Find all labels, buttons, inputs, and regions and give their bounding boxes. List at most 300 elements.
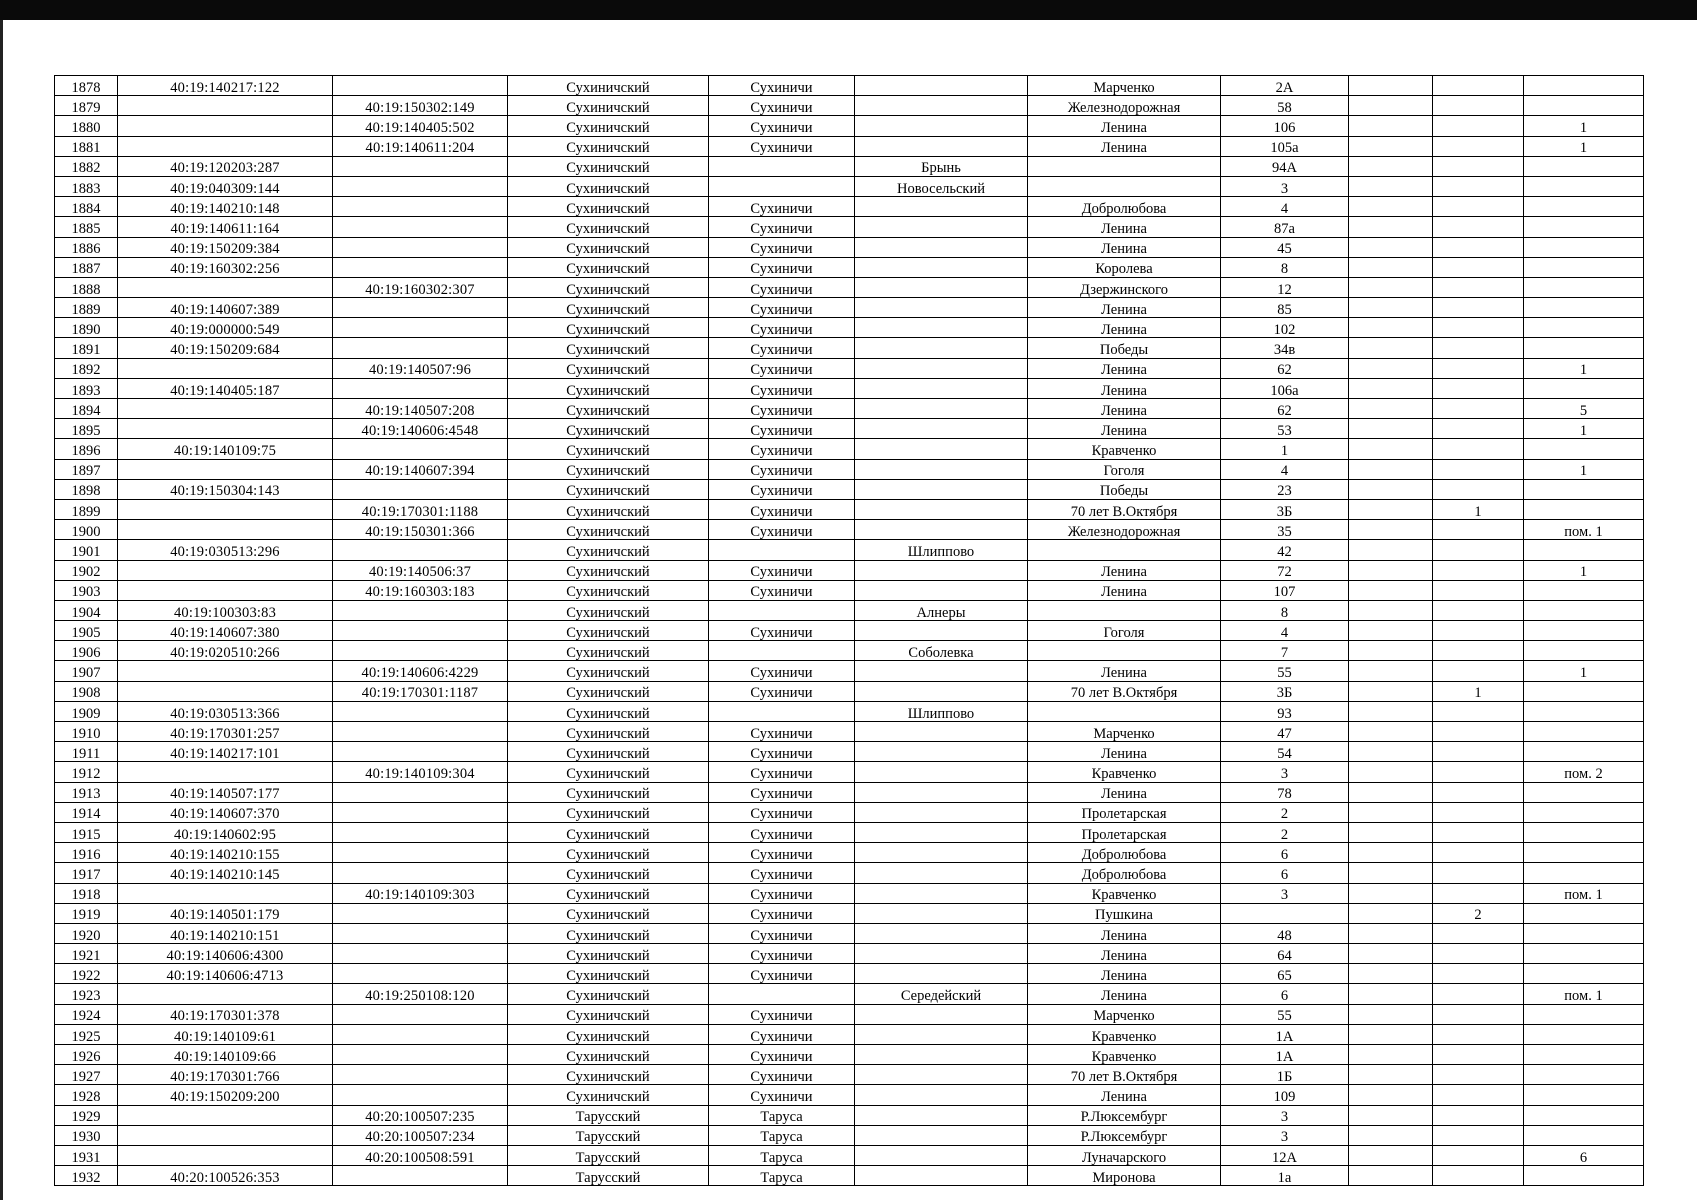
building-cadastral-number-cell (333, 156, 508, 176)
city-cell: Сухиничи (709, 257, 855, 277)
block-cell (1349, 338, 1433, 358)
building-cell (1433, 116, 1524, 136)
row-number-cell: 1925 (55, 1024, 118, 1044)
table-row (55, 197, 1644, 217)
row-number-cell: 1885 (55, 217, 118, 237)
settlement-cell (855, 843, 1028, 863)
city-cell: Сухиничи (709, 520, 855, 540)
house-cell: 2А (1221, 76, 1349, 96)
house-cell: 62 (1221, 358, 1349, 378)
land-cadastral-number-cell (118, 1145, 333, 1165)
street-cell (1028, 176, 1221, 196)
city-cell: Сухиничи (709, 1065, 855, 1085)
building-cadastral-number-cell (333, 722, 508, 742)
row-number-cell: 1899 (55, 499, 118, 519)
building-cell: 1 (1433, 681, 1524, 701)
street-cell: Ленина (1028, 136, 1221, 156)
district-cell: Сухиничский (508, 76, 709, 96)
table-row (55, 883, 1644, 903)
settlement-cell (855, 479, 1028, 499)
city-cell: Сухиничи (709, 439, 855, 459)
premises-cell (1524, 641, 1644, 661)
settlement-cell (855, 964, 1028, 984)
house-cell: 4 (1221, 459, 1349, 479)
street-cell: Кравченко (1028, 1024, 1221, 1044)
row-number-cell: 1919 (55, 903, 118, 923)
settlement-cell (855, 580, 1028, 600)
district-cell: Сухиничский (508, 560, 709, 580)
house-cell: 3 (1221, 1125, 1349, 1145)
table-row (55, 722, 1644, 742)
building-cell (1433, 479, 1524, 499)
settlement-cell: Алнеры (855, 600, 1028, 620)
land-cadastral-number-cell (118, 499, 333, 519)
district-cell: Сухиничский (508, 520, 709, 540)
block-cell (1349, 358, 1433, 378)
land-cadastral-number-cell: 40:19:140607:380 (118, 621, 333, 641)
house-cell: 102 (1221, 318, 1349, 338)
building-cell (1433, 722, 1524, 742)
settlement-cell (855, 1166, 1028, 1186)
land-cadastral-number-cell (118, 136, 333, 156)
house-cell (1221, 903, 1349, 923)
block-cell (1349, 661, 1433, 681)
city-cell: Сухиничи (709, 338, 855, 358)
building-cell (1433, 621, 1524, 641)
building-cell (1433, 378, 1524, 398)
building-cell (1433, 822, 1524, 842)
street-cell: Марченко (1028, 1004, 1221, 1024)
row-number-cell: 1929 (55, 1105, 118, 1125)
scan-top-border (0, 0, 1697, 20)
building-cadastral-number-cell: 40:19:170301:1188 (333, 499, 508, 519)
land-cadastral-number-cell (118, 96, 333, 116)
street-cell: Ленина (1028, 1085, 1221, 1105)
table-row (55, 358, 1644, 378)
land-cadastral-number-cell (118, 560, 333, 580)
district-cell: Сухиничский (508, 1004, 709, 1024)
premises-cell (1524, 197, 1644, 217)
settlement-cell (855, 802, 1028, 822)
table-row (55, 560, 1644, 580)
city-cell: Сухиничи (709, 722, 855, 742)
street-cell: Миронова (1028, 1166, 1221, 1186)
house-cell: 85 (1221, 298, 1349, 318)
table-row (55, 318, 1644, 338)
land-cadastral-number-cell (118, 984, 333, 1004)
building-cell (1433, 964, 1524, 984)
building-cadastral-number-cell (333, 318, 508, 338)
premises-cell (1524, 1166, 1644, 1186)
street-cell: Ленина (1028, 116, 1221, 136)
land-cadastral-number-cell: 40:19:150209:684 (118, 338, 333, 358)
table-row (55, 217, 1644, 237)
land-cadastral-number-cell (118, 277, 333, 297)
block-cell (1349, 722, 1433, 742)
district-cell: Сухиничский (508, 964, 709, 984)
street-cell: Кравченко (1028, 883, 1221, 903)
city-cell: Сухиничи (709, 661, 855, 681)
building-cadastral-number-cell (333, 944, 508, 964)
table-row (55, 479, 1644, 499)
settlement-cell: Середейский (855, 984, 1028, 1004)
city-cell (709, 540, 855, 560)
row-number-cell: 1879 (55, 96, 118, 116)
street-cell: Пролетарская (1028, 822, 1221, 842)
block-cell (1349, 520, 1433, 540)
table-row (55, 863, 1644, 883)
row-number-cell: 1881 (55, 136, 118, 156)
settlement-cell (855, 621, 1028, 641)
table-row (55, 600, 1644, 620)
premises-cell (1524, 1085, 1644, 1105)
building-cadastral-number-cell (333, 257, 508, 277)
land-cadastral-number-cell: 40:19:170301:378 (118, 1004, 333, 1024)
row-number-cell: 1920 (55, 923, 118, 943)
settlement-cell (855, 399, 1028, 419)
street-cell: Гоголя (1028, 459, 1221, 479)
premises-cell (1524, 540, 1644, 560)
city-cell: Сухиничи (709, 742, 855, 762)
city-cell (709, 641, 855, 661)
city-cell (709, 176, 855, 196)
block-cell (1349, 439, 1433, 459)
building-cell (1433, 1045, 1524, 1065)
table-row (55, 1024, 1644, 1044)
house-cell: 35 (1221, 520, 1349, 540)
building-cell (1433, 984, 1524, 1004)
settlement-cell (855, 1045, 1028, 1065)
row-number-cell: 1883 (55, 176, 118, 196)
building-cell (1433, 560, 1524, 580)
building-cell (1433, 277, 1524, 297)
land-cadastral-number-cell (118, 681, 333, 701)
house-cell: 106а (1221, 378, 1349, 398)
row-number-cell: 1900 (55, 520, 118, 540)
building-cell (1433, 742, 1524, 762)
block-cell (1349, 197, 1433, 217)
row-number-cell: 1897 (55, 459, 118, 479)
block-cell (1349, 499, 1433, 519)
settlement-cell (855, 903, 1028, 923)
row-number-cell: 1907 (55, 661, 118, 681)
table-row (55, 944, 1644, 964)
table-row (55, 964, 1644, 984)
house-cell: 1 (1221, 439, 1349, 459)
block-cell (1349, 1145, 1433, 1165)
row-number-cell: 1898 (55, 479, 118, 499)
building-cell (1433, 237, 1524, 257)
settlement-cell (855, 1024, 1028, 1044)
city-cell: Сухиничи (709, 76, 855, 96)
table-row (55, 399, 1644, 419)
land-cadastral-number-cell (118, 1125, 333, 1145)
building-cell (1433, 944, 1524, 964)
table-row (55, 1105, 1644, 1125)
house-cell: 54 (1221, 742, 1349, 762)
district-cell: Сухиничский (508, 580, 709, 600)
building-cadastral-number-cell (333, 923, 508, 943)
district-cell: Сухиничский (508, 903, 709, 923)
city-cell (709, 984, 855, 1004)
district-cell: Сухиничский (508, 358, 709, 378)
premises-cell (1524, 600, 1644, 620)
settlement-cell (855, 742, 1028, 762)
city-cell: Сухиничи (709, 944, 855, 964)
district-cell: Сухиничский (508, 540, 709, 560)
land-cadastral-number-cell: 40:19:140602:95 (118, 822, 333, 842)
row-number-cell: 1890 (55, 318, 118, 338)
table-row (55, 96, 1644, 116)
street-cell: 70 лет В.Октября (1028, 681, 1221, 701)
row-number-cell: 1914 (55, 802, 118, 822)
city-cell (709, 701, 855, 721)
street-cell: Кравченко (1028, 1045, 1221, 1065)
row-number-cell: 1896 (55, 439, 118, 459)
street-cell: Ленина (1028, 560, 1221, 580)
table-row (55, 843, 1644, 863)
table-row (55, 762, 1644, 782)
city-cell: Сухиничи (709, 459, 855, 479)
building-cell (1433, 540, 1524, 560)
city-cell: Сухиничи (709, 96, 855, 116)
premises-cell (1524, 964, 1644, 984)
building-cell (1433, 843, 1524, 863)
city-cell: Сухиничи (709, 1085, 855, 1105)
premises-cell (1524, 802, 1644, 822)
building-cadastral-number-cell: 40:19:140506:37 (333, 560, 508, 580)
building-cadastral-number-cell: 40:19:140109:303 (333, 883, 508, 903)
land-cadastral-number-cell: 40:20:100526:353 (118, 1166, 333, 1186)
block-cell (1349, 399, 1433, 419)
scan-left-edge (0, 20, 3, 1200)
land-cadastral-number-cell: 40:19:150304:143 (118, 479, 333, 499)
building-cell (1433, 338, 1524, 358)
block-cell (1349, 560, 1433, 580)
street-cell: Ленина (1028, 944, 1221, 964)
building-cadastral-number-cell (333, 338, 508, 358)
land-cadastral-number-cell: 40:19:140606:4713 (118, 964, 333, 984)
city-cell: Сухиничи (709, 863, 855, 883)
settlement-cell (855, 96, 1028, 116)
land-cadastral-number-cell: 40:19:140611:164 (118, 217, 333, 237)
building-cadastral-number-cell (333, 237, 508, 257)
building-cadastral-number-cell (333, 1166, 508, 1186)
street-cell: Р.Люксембург (1028, 1105, 1221, 1125)
building-cadastral-number-cell (333, 621, 508, 641)
block-cell (1349, 116, 1433, 136)
district-cell: Сухиничский (508, 419, 709, 439)
land-cadastral-number-cell: 40:19:140501:179 (118, 903, 333, 923)
building-cell (1433, 136, 1524, 156)
building-cell (1433, 298, 1524, 318)
table-row (55, 742, 1644, 762)
city-cell: Сухиничи (709, 217, 855, 237)
city-cell: Сухиничи (709, 964, 855, 984)
table-row (55, 76, 1644, 96)
house-cell: 1А (1221, 1045, 1349, 1065)
row-number-cell: 1884 (55, 197, 118, 217)
block-cell (1349, 1166, 1433, 1186)
settlement-cell (855, 1125, 1028, 1145)
street-cell: Пушкина (1028, 903, 1221, 923)
premises-cell: 1 (1524, 419, 1644, 439)
street-cell: Победы (1028, 479, 1221, 499)
premises-cell: 1 (1524, 661, 1644, 681)
street-cell: Победы (1028, 338, 1221, 358)
city-cell: Сухиничи (709, 1024, 855, 1044)
street-cell: Р.Люксембург (1028, 1125, 1221, 1145)
district-cell: Сухиничский (508, 762, 709, 782)
row-number-cell: 1910 (55, 722, 118, 742)
city-cell: Сухиничи (709, 499, 855, 519)
table-row (55, 419, 1644, 439)
block-cell (1349, 843, 1433, 863)
building-cadastral-number-cell: 40:19:140507:96 (333, 358, 508, 378)
land-cadastral-number-cell: 40:19:030513:366 (118, 701, 333, 721)
building-cadastral-number-cell: 40:20:100507:235 (333, 1105, 508, 1125)
row-number-cell: 1912 (55, 762, 118, 782)
premises-cell (1524, 580, 1644, 600)
building-cell (1433, 1105, 1524, 1125)
table-row (55, 338, 1644, 358)
settlement-cell (855, 661, 1028, 681)
house-cell: 8 (1221, 600, 1349, 620)
settlement-cell (855, 318, 1028, 338)
premises-cell (1524, 822, 1644, 842)
district-cell: Сухиничский (508, 822, 709, 842)
settlement-cell: Шлиппово (855, 540, 1028, 560)
table-row (55, 782, 1644, 802)
building-cadastral-number-cell (333, 1065, 508, 1085)
building-cadastral-number-cell: 40:19:160302:307 (333, 277, 508, 297)
row-number-cell: 1892 (55, 358, 118, 378)
street-cell: Луначарского (1028, 1145, 1221, 1165)
table-row (55, 580, 1644, 600)
house-cell: 4 (1221, 197, 1349, 217)
premises-cell (1524, 378, 1644, 398)
house-cell: 93 (1221, 701, 1349, 721)
house-cell: 1а (1221, 1166, 1349, 1186)
settlement-cell (855, 923, 1028, 943)
district-cell: Сухиничский (508, 217, 709, 237)
building-cell (1433, 1145, 1524, 1165)
district-cell: Сухиничский (508, 197, 709, 217)
house-cell: 3 (1221, 762, 1349, 782)
land-cadastral-number-cell: 40:19:140210:148 (118, 197, 333, 217)
row-number-cell: 1894 (55, 399, 118, 419)
block-cell (1349, 923, 1433, 943)
row-number-cell: 1895 (55, 419, 118, 439)
building-cell: 2 (1433, 903, 1524, 923)
table-row (55, 540, 1644, 560)
settlement-cell (855, 822, 1028, 842)
house-cell: 3Б (1221, 499, 1349, 519)
row-number-cell: 1889 (55, 298, 118, 318)
row-number-cell: 1917 (55, 863, 118, 883)
district-cell: Сухиничский (508, 984, 709, 1004)
house-cell: 7 (1221, 641, 1349, 661)
street-cell (1028, 600, 1221, 620)
block-cell (1349, 176, 1433, 196)
settlement-cell (855, 1004, 1028, 1024)
land-cadastral-number-cell: 40:19:140109:61 (118, 1024, 333, 1044)
row-number-cell: 1915 (55, 822, 118, 842)
settlement-cell (855, 419, 1028, 439)
row-number-cell: 1911 (55, 742, 118, 762)
building-cell (1433, 318, 1524, 338)
city-cell: Сухиничи (709, 419, 855, 439)
land-cadastral-number-cell: 40:19:140210:151 (118, 923, 333, 943)
settlement-cell (855, 237, 1028, 257)
street-cell (1028, 701, 1221, 721)
table-row (55, 116, 1644, 136)
house-cell: 2 (1221, 802, 1349, 822)
house-cell: 6 (1221, 843, 1349, 863)
settlement-cell (855, 197, 1028, 217)
city-cell: Сухиничи (709, 1045, 855, 1065)
street-cell: Гоголя (1028, 621, 1221, 641)
district-cell: Сухиничский (508, 802, 709, 822)
premises-cell (1524, 1065, 1644, 1085)
building-cadastral-number-cell: 40:19:140606:4229 (333, 661, 508, 681)
building-cadastral-number-cell (333, 1024, 508, 1044)
city-cell: Сухиничи (709, 479, 855, 499)
land-cadastral-number-cell (118, 762, 333, 782)
row-number-cell: 1923 (55, 984, 118, 1004)
premises-cell (1524, 1045, 1644, 1065)
district-cell: Сухиничский (508, 843, 709, 863)
table-row (55, 822, 1644, 842)
street-cell: Добролюбова (1028, 863, 1221, 883)
settlement-cell (855, 1105, 1028, 1125)
building-cadastral-number-cell (333, 479, 508, 499)
land-cadastral-number-cell: 40:19:140405:187 (118, 378, 333, 398)
row-number-cell: 1924 (55, 1004, 118, 1024)
table-row (55, 1085, 1644, 1105)
table-row (55, 520, 1644, 540)
premises-cell (1524, 621, 1644, 641)
premises-cell (1524, 96, 1644, 116)
row-number-cell: 1886 (55, 237, 118, 257)
building-cadastral-number-cell: 40:19:140109:304 (333, 762, 508, 782)
building-cell (1433, 580, 1524, 600)
house-cell: 2 (1221, 822, 1349, 842)
table-row (55, 1145, 1644, 1165)
building-cell (1433, 923, 1524, 943)
house-cell: 64 (1221, 944, 1349, 964)
district-cell: Сухиничский (508, 459, 709, 479)
street-cell: Ленина (1028, 318, 1221, 338)
settlement-cell (855, 520, 1028, 540)
settlement-cell: Брынь (855, 156, 1028, 176)
land-cadastral-number-cell: 40:19:140217:122 (118, 76, 333, 96)
land-cadastral-number-cell: 40:19:170301:257 (118, 722, 333, 742)
premises-cell (1524, 439, 1644, 459)
building-cadastral-number-cell (333, 197, 508, 217)
city-cell: Сухиничи (709, 378, 855, 398)
district-cell: Сухиничский (508, 944, 709, 964)
land-cadastral-number-cell: 40:19:150209:384 (118, 237, 333, 257)
building-cadastral-number-cell: 40:19:150301:366 (333, 520, 508, 540)
district-cell: Сухиничский (508, 1085, 709, 1105)
settlement-cell (855, 116, 1028, 136)
table-row (55, 802, 1644, 822)
city-cell: Сухиничи (709, 116, 855, 136)
street-cell: Ленина (1028, 742, 1221, 762)
block-cell (1349, 822, 1433, 842)
premises-cell (1524, 782, 1644, 802)
